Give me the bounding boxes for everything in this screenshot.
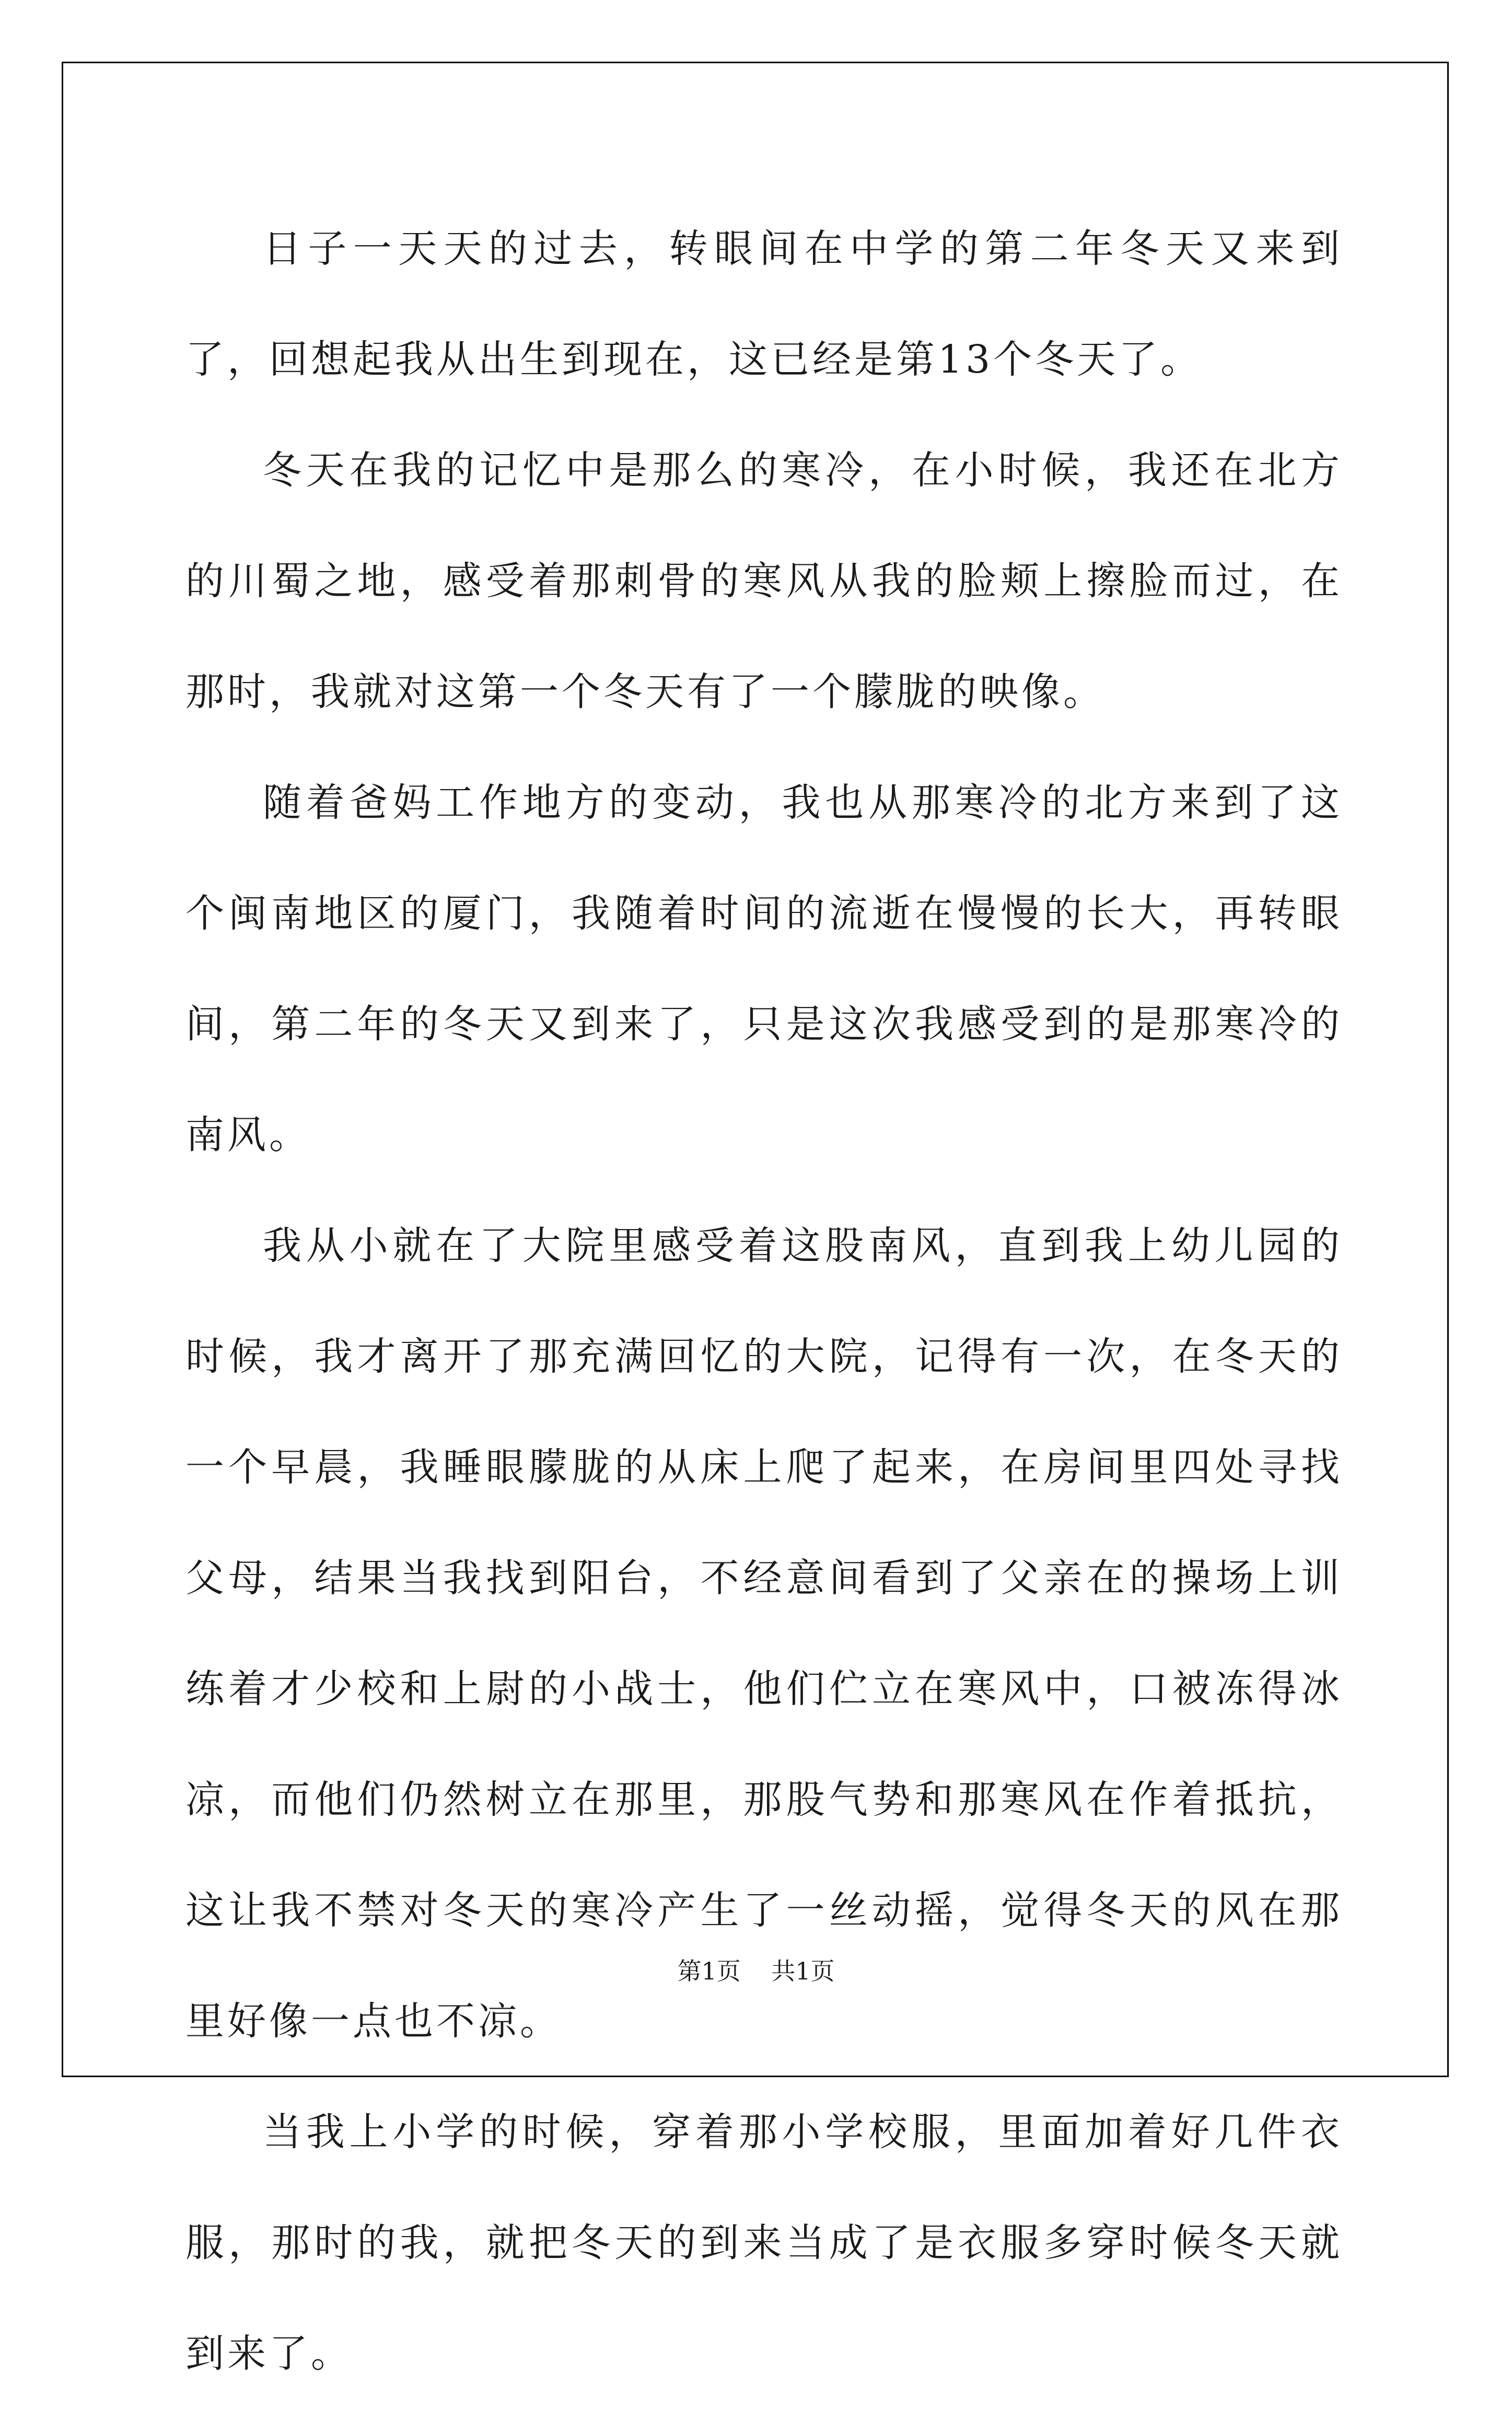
- document-body: [185, 193, 1343, 2409]
- paragraph-4: 我从小就在了大院里感受着这股南风，直到我上幼儿园的时候，我才离开了那充满回忆的大院，记得有一次，在冬天的一个早晨，我睡眼朦胧的从床上爬了起来，在房间里四处寻找父母，结果当我找到阳台，不经意间看到了父亲在的操场上训练着才少校和上尉的小战士，他们伫立在寒风中，口被冻得冰凉，而他们仍然树立在那里，那股气势和那寒风在作着抵抗，这让我不禁对冬天的寒冷产生了一丝动摇，觉得冬天的风在那里好像一点也不凉。: [185, 1223, 1343, 2044]
- page-number: 第1页: [677, 1957, 741, 1985]
- paragraph-3: 随着爸妈工作地方的变动，我也从那寒冷的北方来到了这个闽南地区的厦门，我随着时间的流逝在慢慢的长大，再转眼间，第二年的冬天又到来了，只是这次我感受到的是那寒冷的南风。: [185, 780, 1343, 1157]
- paragraph-2: 冬天在我的记忆中是那么的寒冷，在小时候，我还在北方的川蜀之地，感受着那刺骨的寒风从我的脸颊上擦脸而过，在那时，我就对这第一个冬天有了一个朦胧的映像。: [185, 448, 1343, 714]
- page-total: 共1页: [771, 1957, 835, 1985]
- page-footer: [0, 1952, 1512, 1987]
- paragraph-5: 当我上小学的时候，穿着那小学校服，里面加着好几件衣服，那时的我，就把冬天的到来当成了是衣服多穿时候冬天就到来了。: [185, 2110, 1343, 2376]
- paragraph-1: 日子一天天的过去，转眼间在中学的第二年冬天又来到了，回想起我从出生到现在，这已经是第13个冬天了。: [185, 226, 1343, 382]
